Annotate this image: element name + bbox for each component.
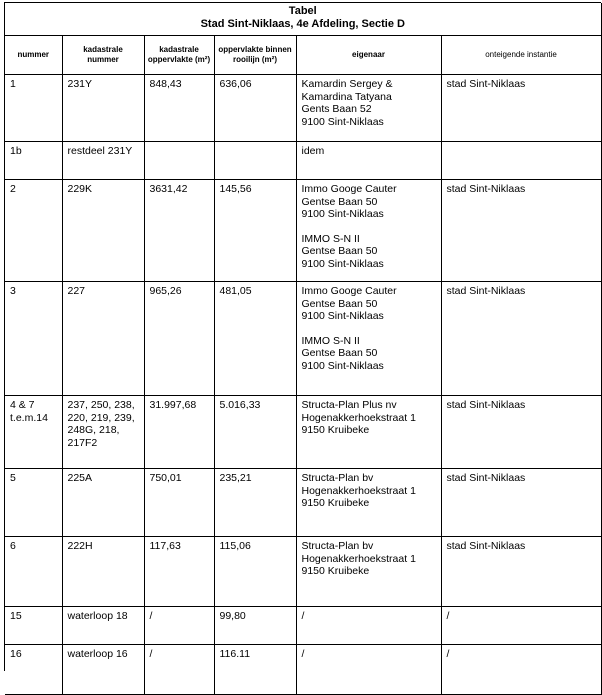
owner-line: 9100 Sint-Niklaas <box>301 310 384 323</box>
cell-nummer: 6 <box>5 537 62 607</box>
cell-oppervlakte-rooilijn: 636,06 <box>214 75 296 142</box>
cell-eigenaar <box>296 180 441 282</box>
title-line-2: Stad Sint-Niklaas, 4e Afdeling, Sectie D <box>200 18 405 30</box>
header-kadastrale-oppervlakte: kadastrale oppervlakte (m²) <box>144 36 214 75</box>
cell-oppervlakte-rooilijn: 115,06 <box>214 537 296 607</box>
cell-nummer: 1b <box>5 142 62 180</box>
owner-block <box>302 183 441 221</box>
cell-oppervlakte-rooilijn: 116.11 <box>214 645 296 695</box>
cell-onteigende-instantie: stad Sint-Niklaas <box>441 396 601 469</box>
owner-line: 9100 Sint-Niklaas <box>301 257 384 270</box>
owner-line: Immo Googe Cauter <box>301 183 397 195</box>
owner-line: Gents Baan 52 <box>301 103 372 116</box>
owner-line: 9150 Kruibeke <box>301 497 370 510</box>
cell-onteigende-instantie: stad Sint-Niklaas <box>441 282 601 396</box>
owner-block <box>302 335 441 373</box>
owner-line: Gentse Baan 50 <box>301 297 378 310</box>
cell-nummer: 5 <box>5 469 62 537</box>
cell-kadastrale-oppervlakte <box>144 142 214 180</box>
owner-line: 9100 Sint-Niklaas <box>301 359 384 372</box>
cell-kadastrale-nummer: waterloop 16 <box>62 645 144 695</box>
header-eigenaar: eigenaar <box>296 36 441 75</box>
cell-onteigende-instantie: stad Sint-Niklaas <box>441 537 601 607</box>
owner-block <box>302 285 441 323</box>
header-oppervlakte-rooilijn: oppervlakte binnen rooilijn (m²) <box>214 36 296 75</box>
cell-kadastrale-nummer: 222H <box>62 537 144 607</box>
cell-eigenaar <box>296 469 441 537</box>
cell-nummer: 1 <box>5 75 62 142</box>
cell-kadastrale-nummer: 229K <box>62 180 144 282</box>
cell-oppervlakte-rooilijn: 5.016,33 <box>214 396 296 469</box>
cell-oppervlakte-rooilijn: 99,80 <box>214 607 296 645</box>
cell-kadastrale-nummer: 237, 250, 238, 220, 219, 239, 248G, 218, 217F2 <box>62 396 144 469</box>
table-row <box>5 607 601 645</box>
owner-line: Structa-Plan Plus nv <box>301 399 397 411</box>
owner-line: IMMO S-N II <box>301 232 360 245</box>
table-row <box>5 180 601 282</box>
owner-line: Immo Googe Cauter <box>301 285 397 297</box>
owner-line: Hogenakkerhoekstraat 1 <box>301 411 416 424</box>
table-row <box>5 396 601 469</box>
owner-line: Hogenakkerhoekstraat 1 <box>301 484 416 497</box>
cell-kadastrale-oppervlakte: 965,26 <box>144 282 214 396</box>
cell-eigenaar <box>296 396 441 469</box>
header-row <box>5 36 601 75</box>
owner-line: 9100 Sint-Niklaas <box>301 115 384 128</box>
owner-line: Hogenakkerhoekstraat 1 <box>301 552 416 565</box>
cell-eigenaar <box>296 537 441 607</box>
owner-block <box>302 610 441 623</box>
cell-oppervlakte-rooilijn: 235,21 <box>214 469 296 537</box>
cell-kadastrale-oppervlakte: 848,43 <box>144 75 214 142</box>
cell-onteigende-instantie <box>441 142 601 180</box>
owner-line: IMMO S-N II <box>301 334 360 347</box>
cell-kadastrale-oppervlakte: 117,63 <box>144 537 214 607</box>
table-title <box>5 3 601 36</box>
cell-eigenaar <box>296 282 441 396</box>
table-row <box>5 645 601 695</box>
cell-onteigende-instantie: stad Sint-Niklaas <box>441 469 601 537</box>
parcel-table-frame <box>4 2 601 671</box>
cell-eigenaar <box>296 607 441 645</box>
cell-oppervlakte-rooilijn: 481,05 <box>214 282 296 396</box>
header-kadastrale-nummer: kadastrale nummer <box>62 36 144 75</box>
cell-oppervlakte-rooilijn <box>214 142 296 180</box>
owner-line: Kamardina Tatyana <box>301 90 392 103</box>
title-line-1: Tabel <box>288 5 317 17</box>
cell-kadastrale-nummer: 227 <box>62 282 144 396</box>
owner-line: 9150 Kruibeke <box>301 424 370 437</box>
cell-eigenaar <box>296 75 441 142</box>
owner-line: Gentse Baan 50 <box>301 347 378 360</box>
cell-onteigende-instantie: / <box>441 645 601 695</box>
owner-block <box>302 78 441 128</box>
owner-line: / <box>301 610 305 622</box>
cell-kadastrale-nummer: 231Y <box>62 75 144 142</box>
cell-nummer: 4 & 7 t.e.m.14 <box>5 396 62 469</box>
owner-line: Gentse Baan 50 <box>301 245 378 258</box>
cell-kadastrale-nummer: waterloop 18 <box>62 607 144 645</box>
owner-line: Structa-Plan bv <box>301 472 374 484</box>
cell-onteigende-instantie: / <box>441 607 601 645</box>
cell-nummer: 15 <box>5 607 62 645</box>
owner-line: 9150 Kruibeke <box>301 565 370 578</box>
cell-onteigende-instantie: stad Sint-Niklaas <box>441 75 601 142</box>
owner-line: 9100 Sint-Niklaas <box>301 208 384 221</box>
table-row <box>5 537 601 607</box>
cell-kadastrale-nummer: 225A <box>62 469 144 537</box>
cell-onteigende-instantie: stad Sint-Niklaas <box>441 180 601 282</box>
cell-kadastrale-oppervlakte: 750,01 <box>144 469 214 537</box>
owner-line: / <box>301 648 305 660</box>
cell-kadastrale-oppervlakte: 3631,42 <box>144 180 214 282</box>
parcel-table <box>5 3 602 695</box>
owner-block <box>302 648 441 661</box>
cell-eigenaar <box>296 645 441 695</box>
owner-line: idem <box>301 145 325 157</box>
owner-block <box>302 540 441 578</box>
cell-kadastrale-oppervlakte: / <box>144 645 214 695</box>
owner-line: Gentse Baan 50 <box>301 195 378 208</box>
cell-oppervlakte-rooilijn: 145,56 <box>214 180 296 282</box>
header-onteigende-instantie: onteigende instantie <box>441 36 601 75</box>
owner-block <box>302 472 441 510</box>
cell-kadastrale-oppervlakte: / <box>144 607 214 645</box>
table-row <box>5 142 601 180</box>
cell-eigenaar <box>296 142 441 180</box>
table-row <box>5 282 601 396</box>
cell-nummer: 16 <box>5 645 62 695</box>
owner-block <box>302 233 441 271</box>
cell-nummer: 3 <box>5 282 62 396</box>
owner-line: Structa-Plan bv <box>301 540 374 552</box>
cell-nummer: 2 <box>5 180 62 282</box>
table-row <box>5 469 601 537</box>
header-nummer: nummer <box>5 36 62 75</box>
owner-block <box>302 145 441 158</box>
table-row <box>5 75 601 142</box>
owner-line: Kamardin Sergey & <box>301 78 393 90</box>
cell-kadastrale-oppervlakte: 31.997,68 <box>144 396 214 469</box>
owner-block <box>302 399 441 437</box>
cell-kadastrale-nummer: restdeel 231Y <box>62 142 144 180</box>
